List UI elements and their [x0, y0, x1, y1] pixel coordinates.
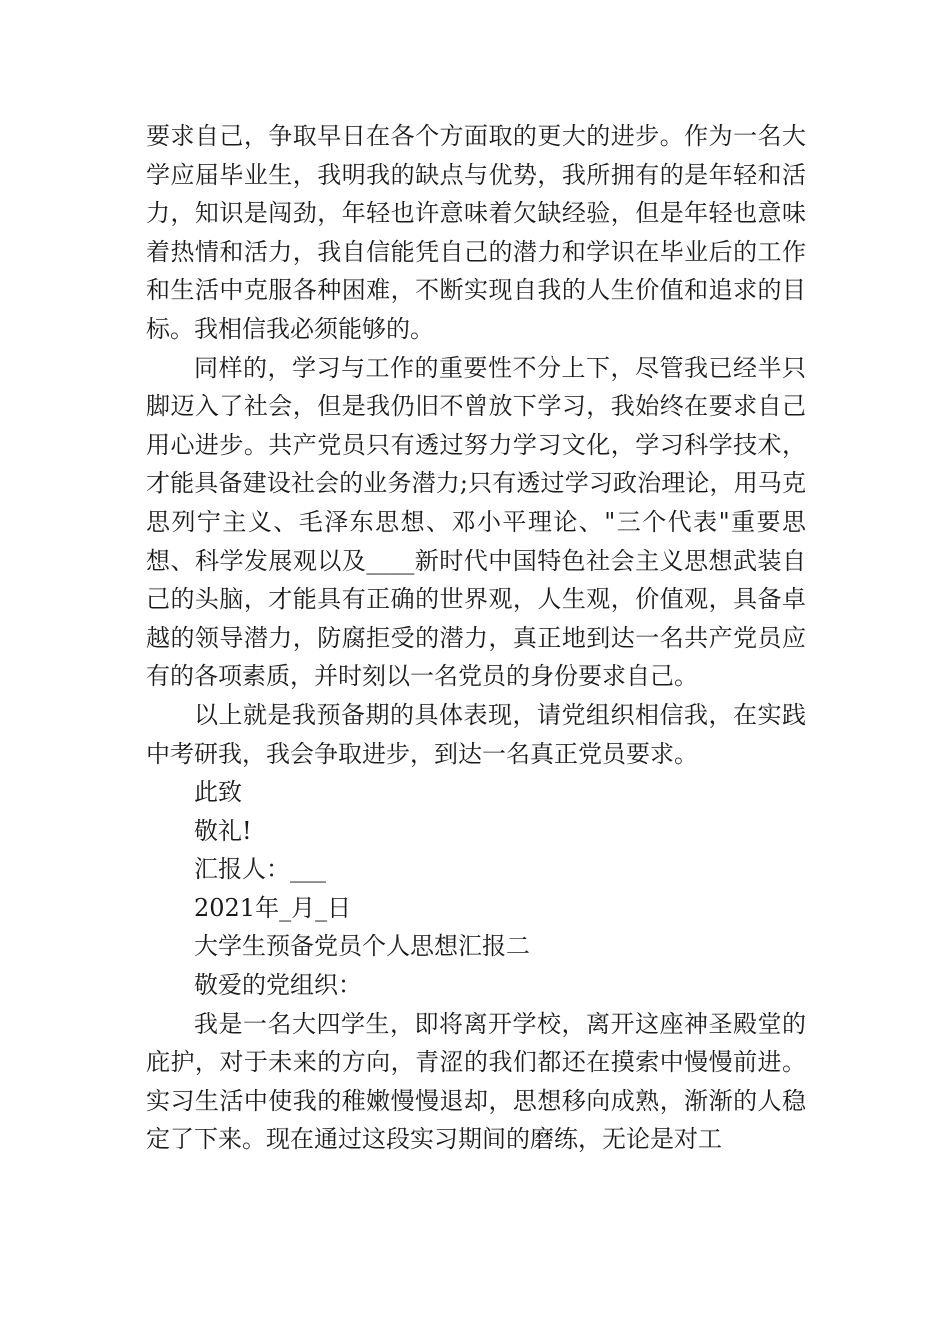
document-body: [146, 117, 806, 1159]
greeting: 敬爱的党组织：: [194, 971, 362, 1000]
report-date: 2021年_月_日: [194, 893, 352, 922]
paragraph-intro: 我是一名大四学生，即将离开学校，离开这座神圣殿堂的庇护，对于未来的方向，青涩的我们都还在摸索中慢慢前进。实习生活中使我的稚嫩慢慢退却，思想移向成熟，渐渐的人稳定了下来。现在通过这段实习期间的磨练，无论是对工: [146, 1009, 806, 1154]
reporter-signature: 汇报人：___: [194, 855, 326, 884]
section-title: 大学生预备党员个人思想汇报二: [194, 932, 530, 961]
paragraph-summary: 以上就是我预备期的具体表现，请党组织相信我，在实践中考研我，我会争取进步，到达一名真正党员要求。: [146, 700, 806, 768]
paragraph-continuation: 要求自己，争取早日在各个方面取的更大的进步。作为一名大学应届毕业生，我明我的缺点与优势，我所拥有的是年轻和活力，知识是闯劲，年轻也许意味着欠缺经验，但是年轻也意味着热情和活力，我自信能凭自己的潜力和学识在毕业后的工作和生活中克服各种困难，不断实现自我的人生价值和追求的目标。我相信我必须能够的。: [146, 122, 806, 343]
closing-regards: 敬礼!: [194, 816, 252, 845]
closing-salutation: 此致: [194, 778, 242, 807]
paragraph-study-and-work: 同样的，学习与工作的重要性不分上下，尽管我已经半只脚迈入了社会，但是我仍旧不曾放下学习，我始终在要求自己用心进步。共产党员只有透过努力学习文化，学习科学技术，才能具备建设社会的业务潜力;只有透过学习政治理论，用马克思列宁主义、毛泽东思想、邓小平理论、"三个代表"重要思想、科学发展观以及____新时代中国特色社会主义思想武装自己的头脑，才能具有正确的世界观，人生观，价值观，具备卓越的领导潜力，防腐拒受的潜力，真正地到达一名共产党员应有的各项素质，并时刻以一名党员的身份要求自己。: [146, 353, 806, 691]
